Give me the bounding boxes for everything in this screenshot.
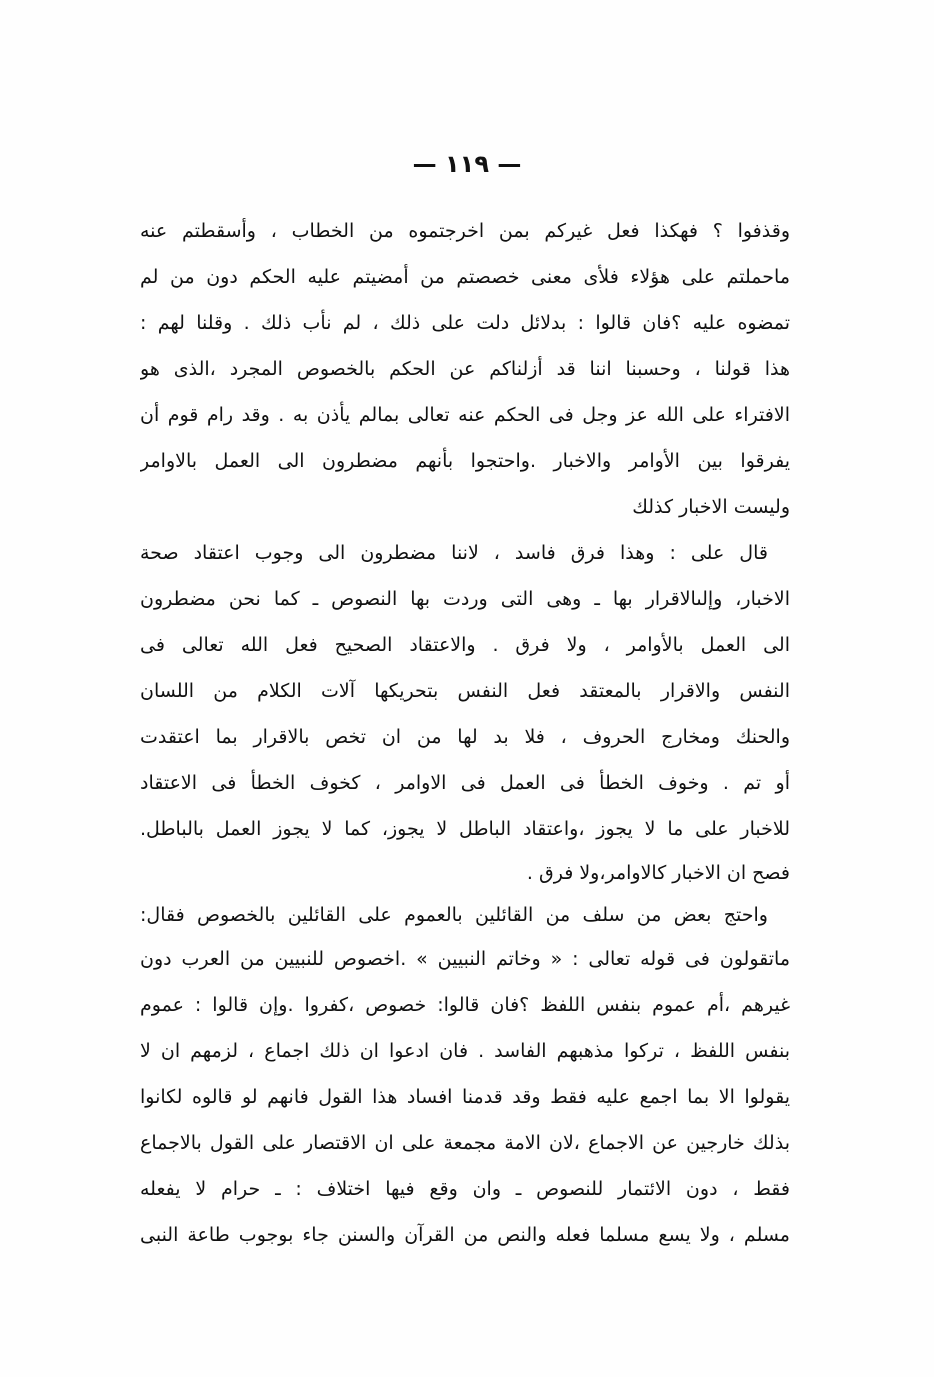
text-line: وقذفوا ؟ فهكذا فعل غيركم بمن اخرجتموه من الخطاب ، وأسقطتم عنه: [140, 220, 790, 242]
text-line: أو تم . وخوف الخطأ فى العمل فى الاوامر ، كخوف الخطأ فى الاعتقاد: [140, 772, 790, 794]
text-line: غيرهم ،أم عموم بنفس اللفظ ؟فان قالوا: خصوص ،كفروا .وإن قالوا : عموم: [140, 994, 790, 1016]
text-line: والحنك ومخارج الحروف ، فلا بد لها من ان تخص بالاقرار بما اعتقدت: [140, 726, 790, 748]
text-line: النفس والاقرار بالمعتقد فعل النفس بتحريكها آلات الكلام من اللسان: [140, 680, 790, 702]
text-line: مسلم ، ولا يسع مسلما فعله والنص من القرآن والسنن جاء بوجوب طاعة النبى: [140, 1224, 790, 1246]
text-line: يقولوا الا بما اجمع عليه فقط وقد قدمنا افساد هذا القول فانهم لو قالوه لكانوا: [140, 1086, 790, 1108]
text-line: فصح ان الاخبار كالاوامر،ولا فرق .: [526, 862, 790, 884]
text-line: بنفس اللفظ ، تركوا مذهبهم الفاسد . فان ادعوا ان ذلك اجماع ، لزمهم ان لا: [140, 1040, 790, 1062]
paragraph-start-line: قال على : وهذا فرق فاسد ، لاننا مضطرون الى وجوب اعتقاد صحة: [140, 542, 768, 564]
text-line: وليست الاخبار كذلك: [632, 496, 790, 518]
body-text: [140, 208, 790, 1258]
text-line: بذلك خارجين عن الاجماع ،لان الامة مجمعة على ان الاقتصار على القول بالاجماع: [140, 1132, 790, 1154]
text-line: للاخبار على ما لا يجوز ،واعتقاد الباطل لا يجوز، كما لا يجوز العمل بالباطل.: [140, 818, 790, 840]
text-line: تمضوه عليه ؟فان قالوا : بدلائل دلت على ذلك ، لم نأب ذلك . وقلنا لهم :: [140, 312, 790, 334]
text-line: يفرقوا بين الأوامر والاخبار .واحتجوا بأنهم مضطرون الى العمل بالاوامر: [140, 450, 790, 472]
text-line: الى العمل بالأوامر ، ولا فرق . والاعتقاد الصحيح فعل الله تعالى فى: [140, 634, 790, 656]
text-line: هذا قولنا ، وحسبنا اننا قد أزلناكم عن الحكم بالخصوص المجرد ،الذى هو: [140, 358, 790, 380]
paragraph-start-line: واحتج بعض من سلف من القائلين بالعموم على القائلين بالخصوص فقال:: [140, 904, 768, 926]
text-line: الاخبار، وإلىالاقرار بها ـ وهى التى وردت بها النصوص ـ كما نحن مضطرون: [140, 588, 790, 610]
text-line: الافتراء على الله عز وجل فى الحكم عنه تعالى بمالم يأذن به . وقد رام قوم أن: [140, 404, 790, 426]
page-number: — ١١٩ —: [412, 150, 522, 178]
text-line: ماتقولون فى قوله تعالى : « وخاتم النبيين » .اخصوص للنبيين من العرب دون: [140, 948, 790, 970]
text-line: فقط ، دون الائتمار للنصوص ـ وان وقع فيها اختلاف : ـ حرام لا يفعله: [140, 1178, 790, 1200]
text-line: ماحملتم على هؤلاء فلأى معنى خصصتم من أمضيتم عليه الحكم دون من لم: [140, 266, 790, 288]
